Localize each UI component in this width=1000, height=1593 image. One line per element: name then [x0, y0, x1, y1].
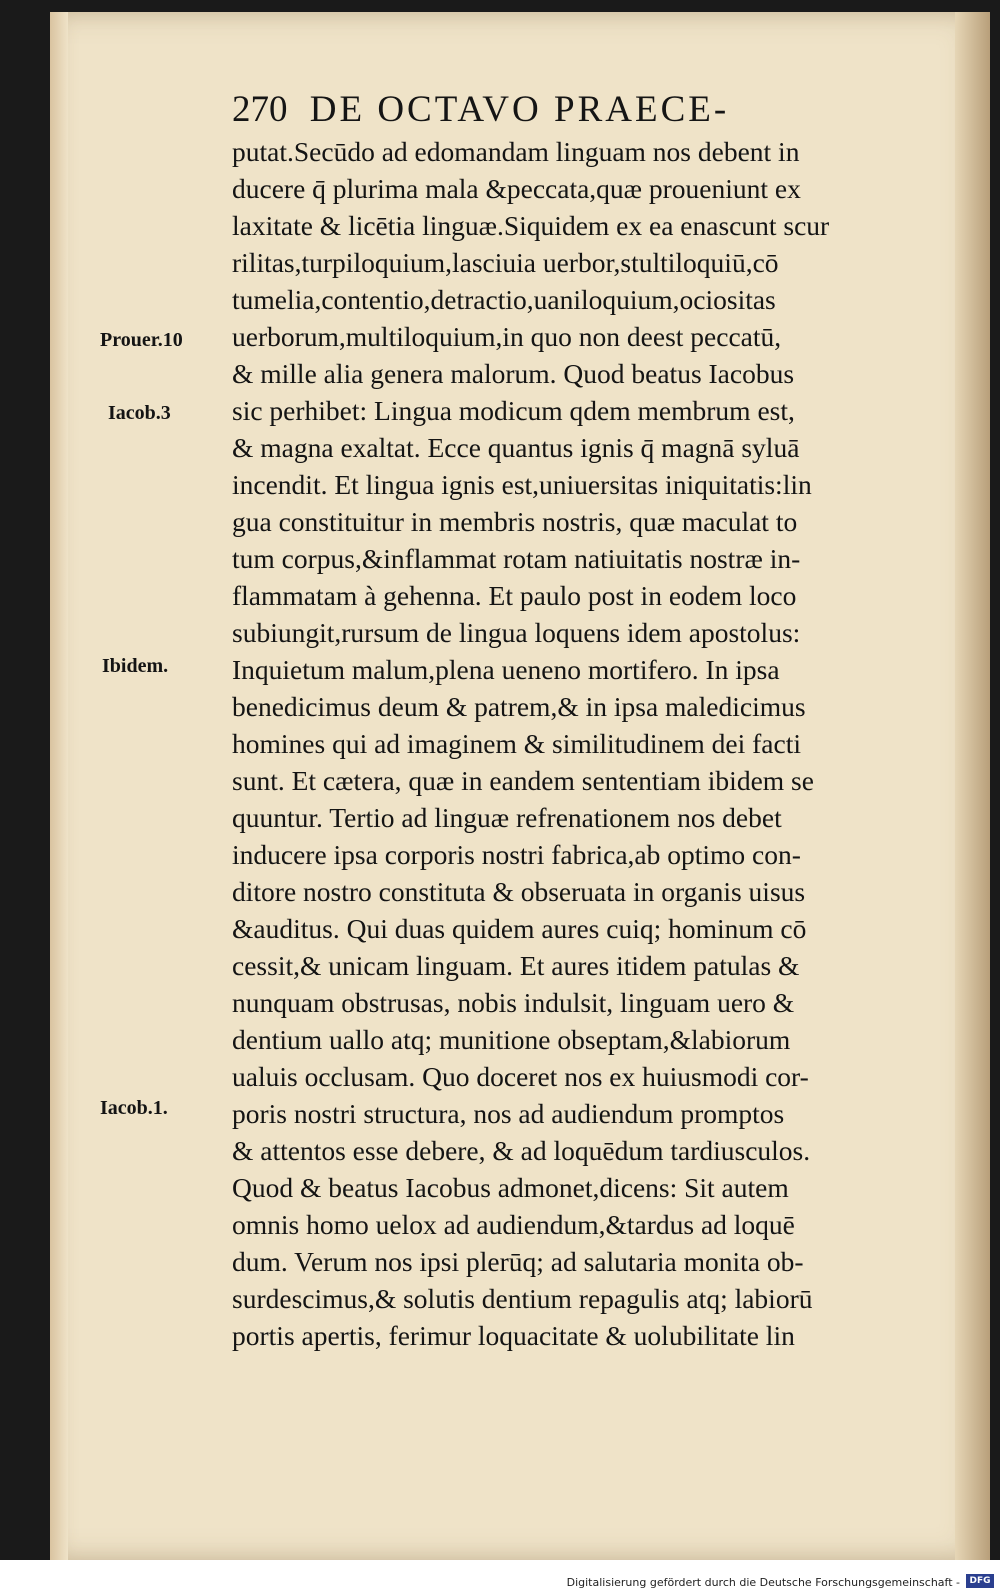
- text-line: & magna exaltat. Ecce quantus ignis q̄ magnā syluā: [232, 432, 800, 463]
- text-line: flammatam à gehenna. Et paulo post in eodem loco: [232, 580, 797, 611]
- margin-note-iacob-3: Iacob.3: [108, 402, 171, 424]
- text-line: subiungit,rursum de lingua loquens idem apostolus:: [232, 617, 801, 648]
- text-line: Inquietum malum,plena ueneno mortifero. In ipsa: [232, 654, 780, 685]
- text-line: gua constituitur in membris nostris, quæ maculat to: [232, 506, 798, 537]
- text-line: sunt. Et cætera, quæ in eandem sententiam ibidem se: [232, 765, 814, 796]
- text-line: &auditus. Qui duas quidem aures cuiq; hominum cō: [232, 913, 807, 944]
- margin-note-prouer: Prouer.10: [100, 329, 183, 351]
- text-line: nunquam obstrusas, nobis indulsit, linguam uero &: [232, 987, 795, 1018]
- text-line: homines qui ad imaginem & similitudinem dei facti: [232, 728, 802, 759]
- text-line: putat.Secūdo ad edomandam linguam nos debent in: [232, 136, 800, 167]
- running-head: [232, 88, 952, 131]
- dfg-logo: DFG: [966, 1574, 994, 1588]
- body-text: [232, 133, 950, 1354]
- text-line: portis apertis, ferimur loquacitate & uolubilitate lin: [232, 1320, 795, 1351]
- text-line: dum. Verum nos ipsi plerūq; ad salutaria monita ob-: [232, 1246, 804, 1277]
- margin-note-iacob-1: Iacob.1.: [100, 1097, 168, 1119]
- text-line: dentium uallo atq; munitione obseptam,&labiorum: [232, 1024, 791, 1055]
- text-line: omnis homo uelox ad audiendum,&tardus ad loquē: [232, 1209, 795, 1240]
- text-line: & mille alia genera malorum. Quod beatus Iacobus: [232, 358, 795, 389]
- text-line: ducere q̄ plurima mala &peccata,quæ proueniunt ex: [232, 173, 801, 204]
- margin-note-ibidem: Ibidem.: [102, 655, 169, 677]
- text-line: laxitate & licētia linguæ.Siquidem ex ea enascunt scur: [232, 210, 830, 241]
- text-line: surdescimus,& solutis dentium repagulis atq; labiorū: [232, 1283, 813, 1314]
- page-edge: [955, 12, 990, 1560]
- text-line: sic perhibet: Lingua modicum qdem membrum est,: [232, 395, 795, 426]
- text-line: incendit. Et lingua ignis est,uniuersitas iniquitatis:lin: [232, 469, 812, 500]
- text-line: Quod & beatus Iacobus admonet,dicens: Sit autem: [232, 1172, 789, 1203]
- text-line: cessit,& unicam linguam. Et aures itidem patulas &: [232, 950, 800, 981]
- text-line: tumelia,contentio,detractio,uaniloquium,ociositas: [232, 284, 776, 315]
- text-line: tum corpus,&inflammat rotam natiuitatis nostræ in-: [232, 543, 801, 574]
- page-number: 270: [232, 89, 288, 130]
- text-line: ditore nostro constituta & obseruata in organis uisus: [232, 876, 806, 907]
- footer-credit: Digitalisierung gefördert durch die Deutsche Forschungsgemeinschaft -: [566, 1576, 960, 1589]
- text-line: poris nostri structura, nos ad audiendum promptos: [232, 1098, 785, 1129]
- text-line: & attentos esse debere, & ad loquēdum tardiusculos.: [232, 1135, 811, 1166]
- text-line: ualuis occlusam. Quo doceret nos ex huiusmodi cor-: [232, 1061, 809, 1092]
- text-line: benedicimus deum & patrem,& in ipsa maledicimus: [232, 691, 806, 722]
- page-fold-shadow: [50, 12, 68, 1560]
- text-line: quuntur. Tertio ad linguæ refrenationem nos debet: [232, 802, 782, 833]
- text-line: uerborum,multiloquium,in quo non deest peccatū,: [232, 321, 782, 352]
- text-line: rilitas,turpiloquium,lasciuia uerbor,stultiloquiū,cō: [232, 247, 779, 278]
- text-line: inducere ipsa corporis nostri fabrica,ab optimo con-: [232, 839, 801, 870]
- running-head-title: DE OCTAVO PRAECE-: [309, 89, 730, 130]
